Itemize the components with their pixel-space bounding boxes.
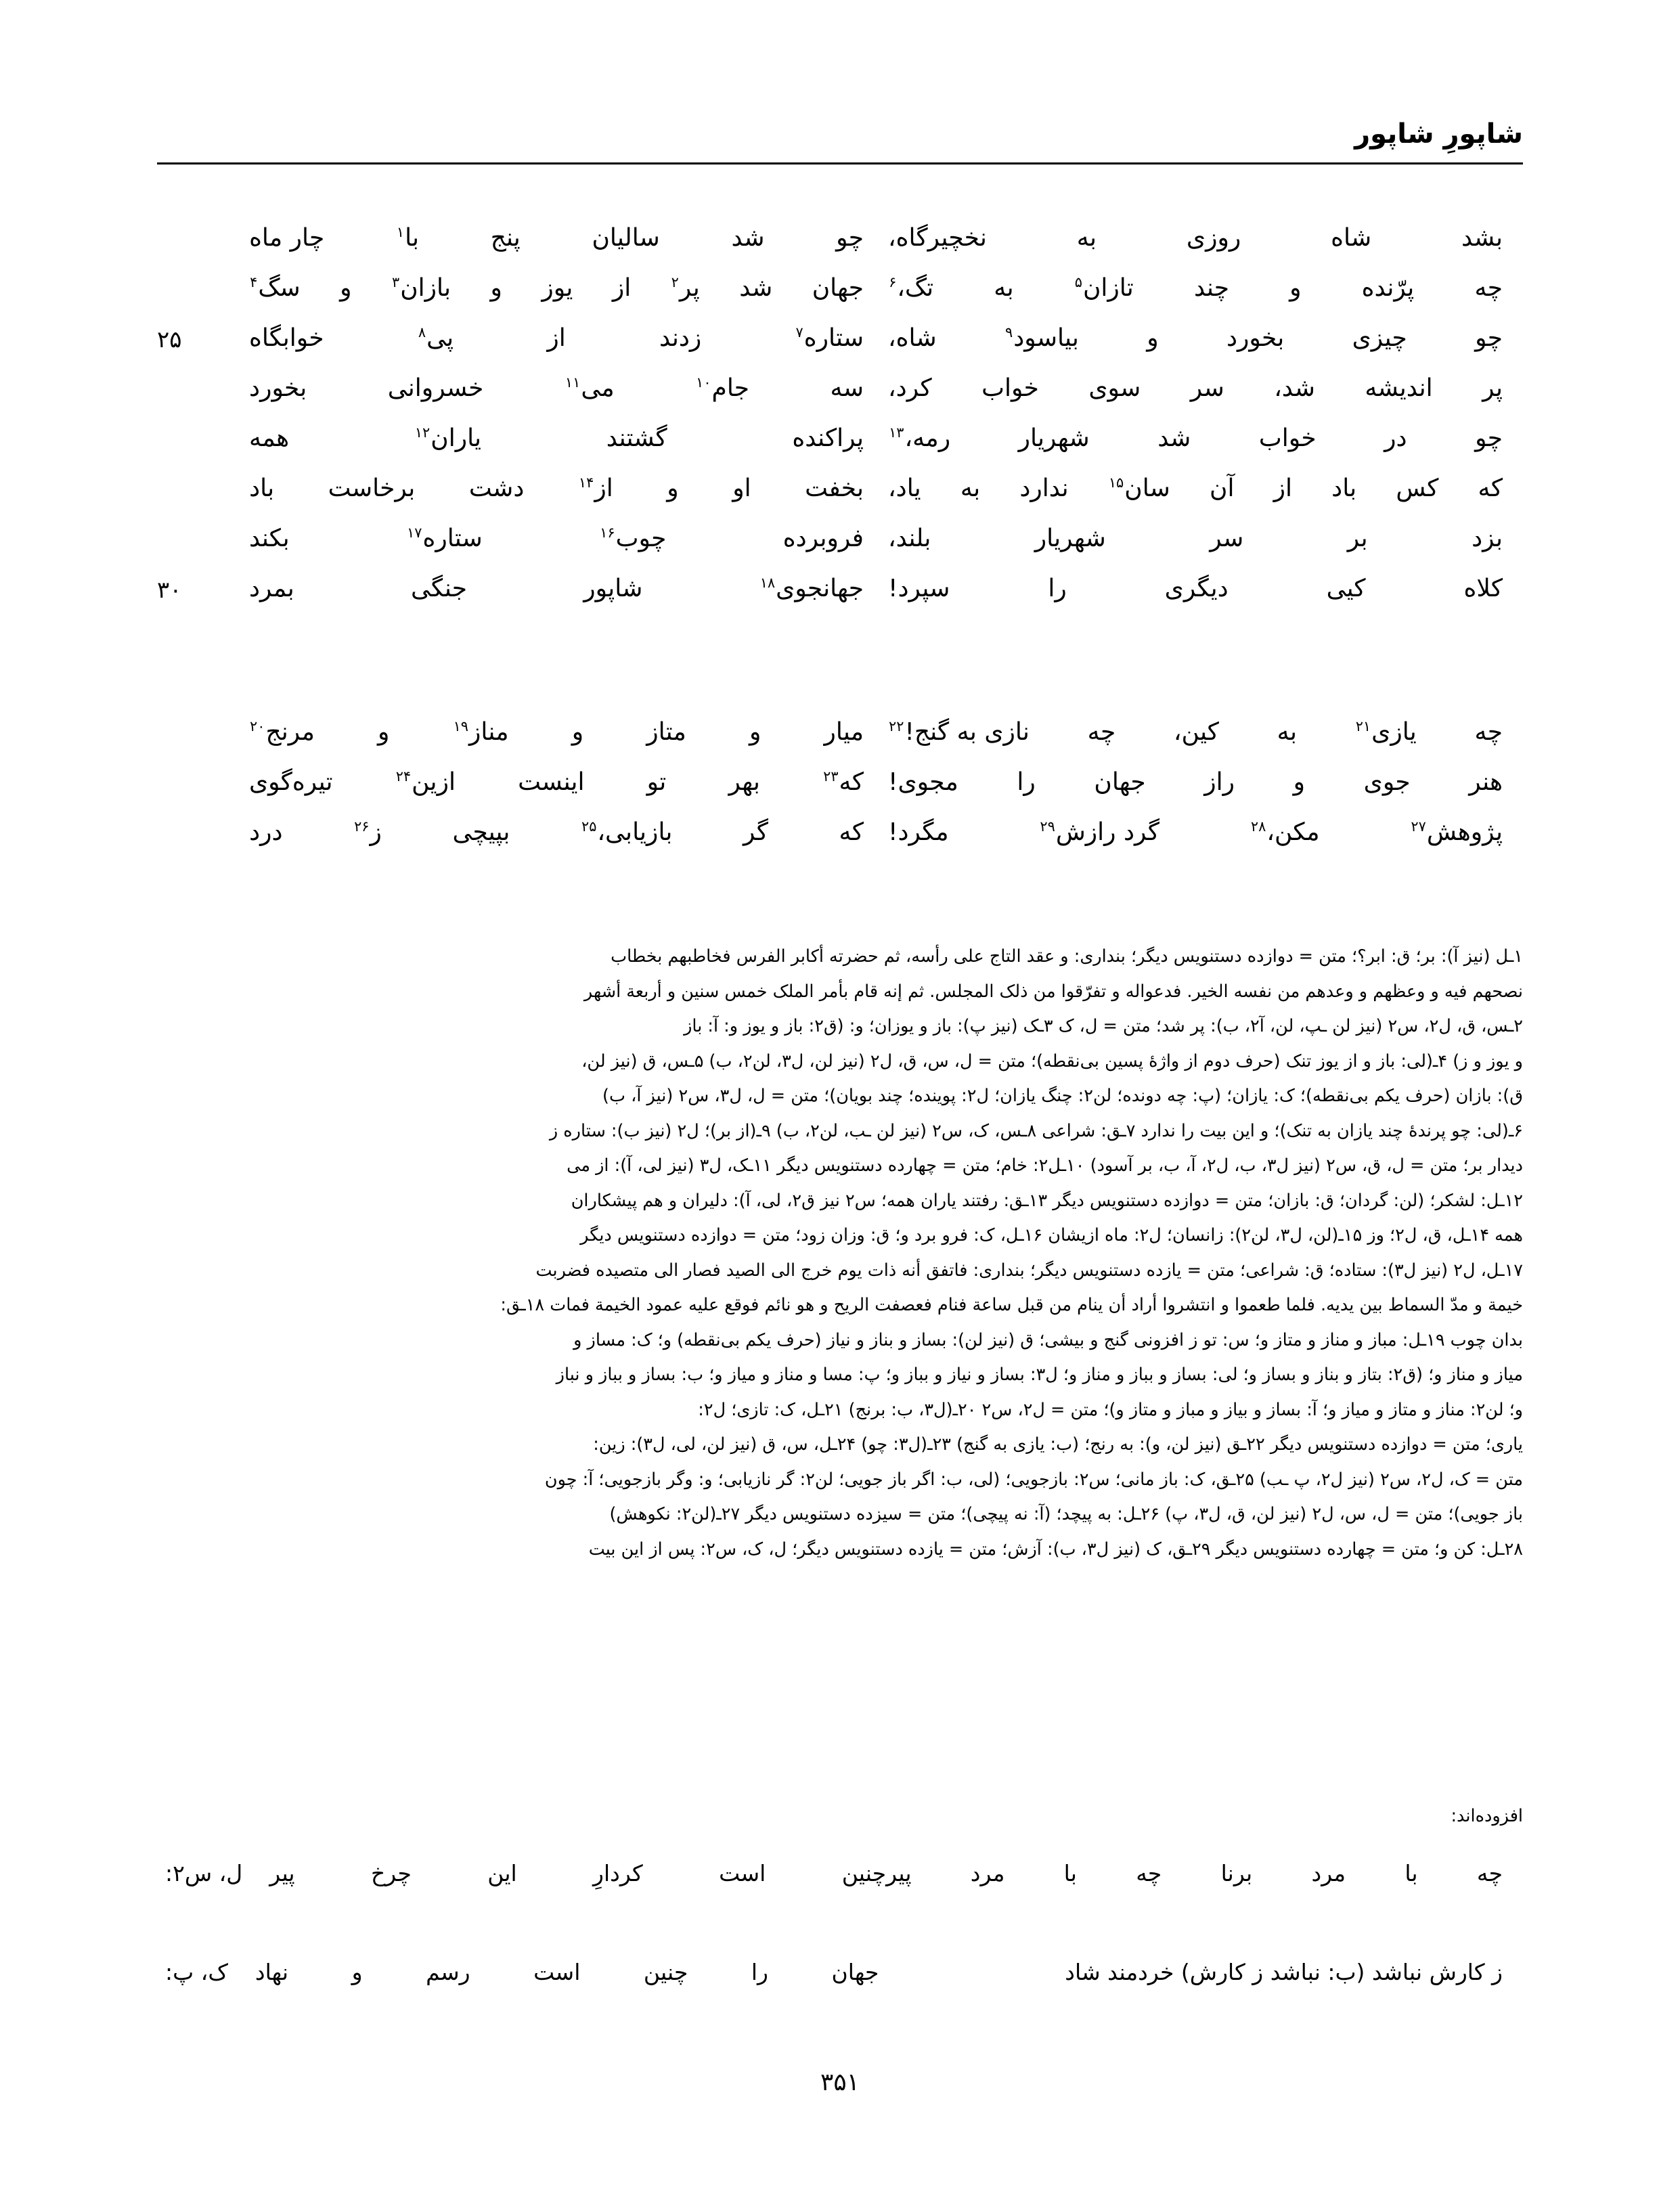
apparatus-line: و يوز و ز) ۴ـ(لی: باز و از يوز تنک (حرف دوم از واژهٔ پسين بی‌نقطه)؛ متن = ل، س، ق، ل۲ (نيز لن، ل۳، لن۲، ب) ۵ـس، ق (نيز لن، bbox=[581, 1051, 1523, 1071]
verse-number bbox=[157, 273, 222, 276]
verse-number bbox=[157, 717, 222, 720]
variant-marker: ۲ bbox=[671, 274, 679, 290]
variant-marker: ۱۶ bbox=[600, 525, 615, 541]
verse-number: ۳۰ bbox=[157, 577, 182, 604]
hemistich-right: سه جام$^{۱۰}$ می$^{۱۱}$ خسروانی بخورد bbox=[249, 374, 864, 402]
variant-marker: ۱۲ bbox=[414, 424, 430, 441]
variant-marker: ۶ bbox=[889, 274, 897, 290]
verse-line bbox=[157, 524, 1523, 574]
variant-marker: ۸ bbox=[418, 324, 426, 340]
tail-hemistich-right: جهان را چنين است رسم و نهاد bbox=[255, 1959, 879, 1985]
apparatus-line: خيمة و مدّ السماط بين يديه. فلما طعموا و انتشروا أراد أن ينام من قبل ساعة فنام فعصفت الريح و هو نائم فوقع عليه عمود الخيمة فمات ۱۸ـق: bbox=[500, 1295, 1523, 1315]
variant-marker: ۱۵ bbox=[1108, 474, 1124, 491]
hemistich-right: جهان شد پر$^۲$ از يوز و بازان$^۳$ و سگ$^۴$ bbox=[250, 274, 864, 302]
hemistich-right: جهانجوی$^{۱۸}$ شاپور جنگی بمرد bbox=[249, 575, 864, 602]
apparatus-line: ۱۷ـل، ل۲ (نيز ل۳): ستاده؛ ق: شراعی؛ متن = يازده دستنويس ديگر؛ بنداری: فاتفق أنه ذات يوم خرج الی الصيد فصار الی متصيده فضربت bbox=[535, 1260, 1523, 1281]
variant-marker: ۲۷ bbox=[1411, 818, 1426, 835]
verse-line bbox=[157, 374, 1523, 424]
hemistich-left: بزد بر سر شهريار بلند، bbox=[888, 525, 1503, 552]
apparatus-line: ۲۸ـل: کن و؛ متن = چهارده دستنويس ديگر ۲۹ـق، ک (نيز ل۳، ب): آزش؛ متن = يازده دستنويس ديگر؛ ل، ک، س۲: پس از اين بيت bbox=[588, 1539, 1523, 1560]
variant-marker: ۷ bbox=[795, 324, 803, 340]
hemistich-right: که گر بازيابی،$^{۲۵}$ بپيچی ز$^{۲۶}$ درد bbox=[249, 818, 864, 846]
tail-couplet bbox=[157, 1959, 1523, 2012]
variant-marker: ۲۵ bbox=[581, 818, 597, 835]
apparatus-closing-note: افزوده‌اند: bbox=[1451, 1806, 1523, 1826]
page-number: ۳۵۱ bbox=[820, 2069, 860, 2096]
hemistich-left: چو چيزی بخورد و بياسود$^۹$ شاه، bbox=[888, 324, 1503, 352]
apparatus-line: ديدار بر؛ متن = ل، ق، س۲ (نيز ل۳، ب، ل۲، آ، ب، بر آسود) ۱۰ـل۲: خام؛ متن = چهارده دستنويس ديگر ۱۱ـک، ل۳ (نيز لی، آ): از می bbox=[567, 1155, 1523, 1176]
hemistich-right: چو شد ساليان پنج با$^۱$ چار ماه bbox=[249, 224, 864, 252]
running-head bbox=[157, 120, 1523, 168]
apparatus-line: ۶ـ(لی: چو پرندهٔ چند يازان به تنک)؛ و اين بيت را ندارد ۷ـق: شراعی ۸ـس، ک، س۲ (نيز لن ـب، لن۲، ب) ۹ـ(از بر)؛ ل۲ (نيز ب): ستاره ز bbox=[549, 1120, 1523, 1141]
verse-block-tail bbox=[157, 1860, 1523, 2012]
variant-marker: ۲۶ bbox=[354, 818, 370, 835]
variant-marker: ۳ bbox=[392, 274, 400, 290]
variant-marker: ۲۹ bbox=[1040, 818, 1055, 835]
variant-marker: ۱ bbox=[396, 224, 405, 240]
apparatus-line: ۱ـل (نيز آ): بر؛ ق: ابر؟؛ متن = دوازده دستنويس ديگر؛ بنداری: و عقد التاج علی رأسه، ثم حضرته أکابر الفرس فخاطبهم بخطاب bbox=[611, 946, 1523, 967]
apparatus-line: ق): بازان (حرف يکم بی‌نقطه)؛ ک: يازان؛ (پ: چه دونده؛ لن۲: چنگ يازان؛ ل۲: پوينده؛ چند بويان)؛ متن = ل، ل۳، س۲ (نيز آ، ب) bbox=[602, 1086, 1523, 1106]
tail-hemistich-left: چه با مرد برنا چه با مرد پير bbox=[886, 1860, 1503, 1886]
tail-hemistich-left: ز کارش نباشد (ب: نباشد ز کارش) خردمند شاد bbox=[1065, 1959, 1503, 1985]
variant-marker: ۲۳ bbox=[823, 768, 839, 784]
hemistich-left: چه يازی$^{۲۱}$ به کين، چه نازی به گنج!$^{۲۲}$ bbox=[889, 718, 1503, 746]
hemistich-right: بخفت او و از$^{۱۴}$ دشت برخاست باد bbox=[249, 474, 864, 502]
apparatus-line: ۱۲ـل: لشکر؛ (لن: گردان؛ ق: بازان؛ متن = دوازده دستنويس ديگر ۱۳ـق: رفتند ياران همه؛ س۲ نيز ق۲، لی، آ): دليران و هم پيشکاران bbox=[571, 1190, 1523, 1211]
apparatus-line: ۲ـس، ق، ل۲، س۲ (نيز لن ـپ، لن، آ۲، ب): پر شد؛ متن = ل، ک ۳ـک (نيز پ): باز و يوزان؛ و: (ق۲: باز و يوز و: آ: باز bbox=[684, 1016, 1523, 1036]
verse-line bbox=[157, 768, 1523, 818]
variant-marker: ۱۹ bbox=[453, 718, 469, 734]
variant-marker: ۱۷ bbox=[407, 525, 422, 541]
hemistich-right: ميار و متاز و مناز$^{۱۹}$ و مرنج$^{۲۰}$ bbox=[250, 718, 864, 746]
tail-sigla: ل، س۲: bbox=[164, 1860, 243, 1886]
hemistich-right: که$^{۲۳}$ بهر تو اينست ازين$^{۲۴}$ تيره‌گوی bbox=[249, 768, 864, 796]
tail-couplet bbox=[157, 1860, 1523, 1913]
hemistich-left: پژوهش$^{۲۷}$ مکن،$^{۲۸}$ گرد رازش$^{۲۹}$ مگرد! bbox=[888, 818, 1503, 846]
apparatus-criticus bbox=[157, 939, 1523, 1567]
verse-number bbox=[157, 818, 222, 820]
hemistich-left: کلاه کيی ديگری را سپرد! bbox=[888, 575, 1503, 602]
hemistich-left: پر انديشه شد، سر سوی خواب کرد، bbox=[888, 374, 1503, 402]
hemistich-left: که کس باد از آن سان$^{۱۵}$ ندارد به ياد، bbox=[888, 474, 1503, 502]
hemistich-left: هنر جوی و راز جهان را مجوی! bbox=[888, 768, 1503, 796]
variant-marker: ۲۱ bbox=[1355, 718, 1371, 734]
apparatus-line: نصحهم فيه و وعظهم و وعدهم من نفسه الخير. فدعواله و تفرّقوا من ذلک المجلس. ثم إنه قام بأمر الملک خمس سنين و أربعة أشهر bbox=[583, 981, 1523, 1002]
apparatus-line: مياز و مناز و؛ (ق۲: بتاز و بناز و بساز و؛ لی: بساز و بباز و مناز و؛ ل۳: بساز و نياز و بباز و؛ پ: مسا و مناز و مياز و؛ ب: بساز و بباز و نباز bbox=[556, 1365, 1523, 1385]
variant-marker: ۲۰ bbox=[250, 718, 265, 734]
apparatus-line: بدان چوب ۱۹ـل: مباز و مناز و متاز و؛ س: تو ز افزونی گنج و بيشی؛ ق (نيز لن): بساز و بناز و نياز (حرف يکم بی‌نقطه) و؛ ک: مساز و bbox=[573, 1329, 1523, 1350]
variant-marker: ۲۲ bbox=[889, 718, 904, 734]
variant-marker: ۵ bbox=[1074, 274, 1082, 290]
tail-sigla: ک، پ: bbox=[165, 1959, 228, 1985]
variant-marker: ۲۴ bbox=[395, 768, 412, 784]
verse-block-second bbox=[157, 717, 1523, 868]
variant-marker: ۹ bbox=[1004, 324, 1013, 340]
verse-line bbox=[157, 474, 1523, 524]
verse-line bbox=[157, 818, 1523, 868]
apparatus-line: متن = ک، ل۲، س۲ (نيز ل۲، پ ـب) ۲۵ـق، ک: باز مانی؛ س۲: بازجويی؛ (لی، ب: اگر باز جويی؛ لن۲: گر نازيابی؛ و: وگر بازجويی؛ آ: چون bbox=[544, 1469, 1523, 1490]
apparatus-line: همه ۱۴ـل، ق، ل۲؛ وز ۱۵ـ(لن، ل۳، لن۲): زانسان؛ ل۲: ماه ازيشان ۱۶ـل، ک: فرو برد و؛ ق: وزان زود؛ متن = دوازده دستنويس ديگر bbox=[580, 1225, 1523, 1245]
verse-line bbox=[157, 574, 1523, 624]
hemistich-left: بشد شاه روزی به نخچيرگاه، bbox=[888, 224, 1503, 252]
hemistich-right: پراکنده گشتند ياران$^{۱۲}$ همه bbox=[249, 424, 864, 452]
variant-marker: ۱۳ bbox=[889, 424, 904, 441]
variant-marker: ۴ bbox=[250, 274, 258, 290]
hemistich-left: چه پرّنده و چند تازان$^۵$ به تگ،$^۶$ bbox=[889, 274, 1503, 302]
verse-line bbox=[157, 273, 1523, 324]
hemistich-right: ستاره$^۷$ زدند از پی$^۸$ خوابگاه bbox=[249, 324, 864, 352]
variant-marker: ۱۴ bbox=[578, 474, 594, 491]
verse-number bbox=[157, 424, 222, 426]
verse-block-first bbox=[157, 223, 1523, 624]
verse-number bbox=[157, 768, 222, 770]
verse-number: ۲۵ bbox=[157, 326, 182, 353]
verse-line bbox=[157, 717, 1523, 768]
variant-marker: ۱۱ bbox=[565, 374, 581, 391]
header-rule bbox=[157, 162, 1523, 164]
verse-line bbox=[157, 324, 1523, 374]
variant-marker: ۲۸ bbox=[1250, 818, 1266, 835]
apparatus-line: و؛ لن۲: مناز و متاز و مياز و؛ آ: بساز و بياز و مباز و متاز و)؛ متن = ل۲، س۲ ۲۰ـ(ل۳، ب: برنج) ۲۱ـل، ک: تازی؛ ل۲: bbox=[698, 1399, 1523, 1420]
variant-marker: ۱۸ bbox=[759, 575, 776, 591]
verse-number bbox=[157, 223, 222, 226]
hemistich-right: فروبرده چوب$^{۱۶}$ ستاره$^{۱۷}$ بکند bbox=[249, 525, 864, 552]
apparatus-line: باز جويی)؛ متن = ل، س، ل۲ (نيز لن، ق، ل۳، پ) ۲۶ـل: به پيچد؛ (آ: نه پيچی)؛ متن = سيزده دستنويس ديگر ۲۷ـ(لن۲: نکوهش) bbox=[609, 1504, 1523, 1524]
apparatus-line: ياری؛ متن = دوازده دستنويس ديگر ۲۲ـق (نيز لن، و): به رنج؛ (ب: يازی به گنج) ۲۳ـ(ل۳: چو) ۲۴ـل، س، ق (نيز لن، لی، ل۳): زين: bbox=[593, 1434, 1523, 1455]
hemistich-left: چو در خواب شد شهريار رمه،$^{۱۳}$ bbox=[889, 424, 1503, 452]
verse-number bbox=[157, 374, 222, 376]
variant-marker: ۱۰ bbox=[696, 374, 711, 391]
verse-line bbox=[157, 424, 1523, 474]
verse-number bbox=[157, 474, 222, 477]
running-head-title: شاپورِ شاپور bbox=[1354, 118, 1523, 150]
verse-line bbox=[157, 223, 1523, 273]
verse-number bbox=[157, 524, 222, 527]
tail-hemistich-right: چنين است کردارِ اين چرخ پير bbox=[269, 1860, 887, 1886]
